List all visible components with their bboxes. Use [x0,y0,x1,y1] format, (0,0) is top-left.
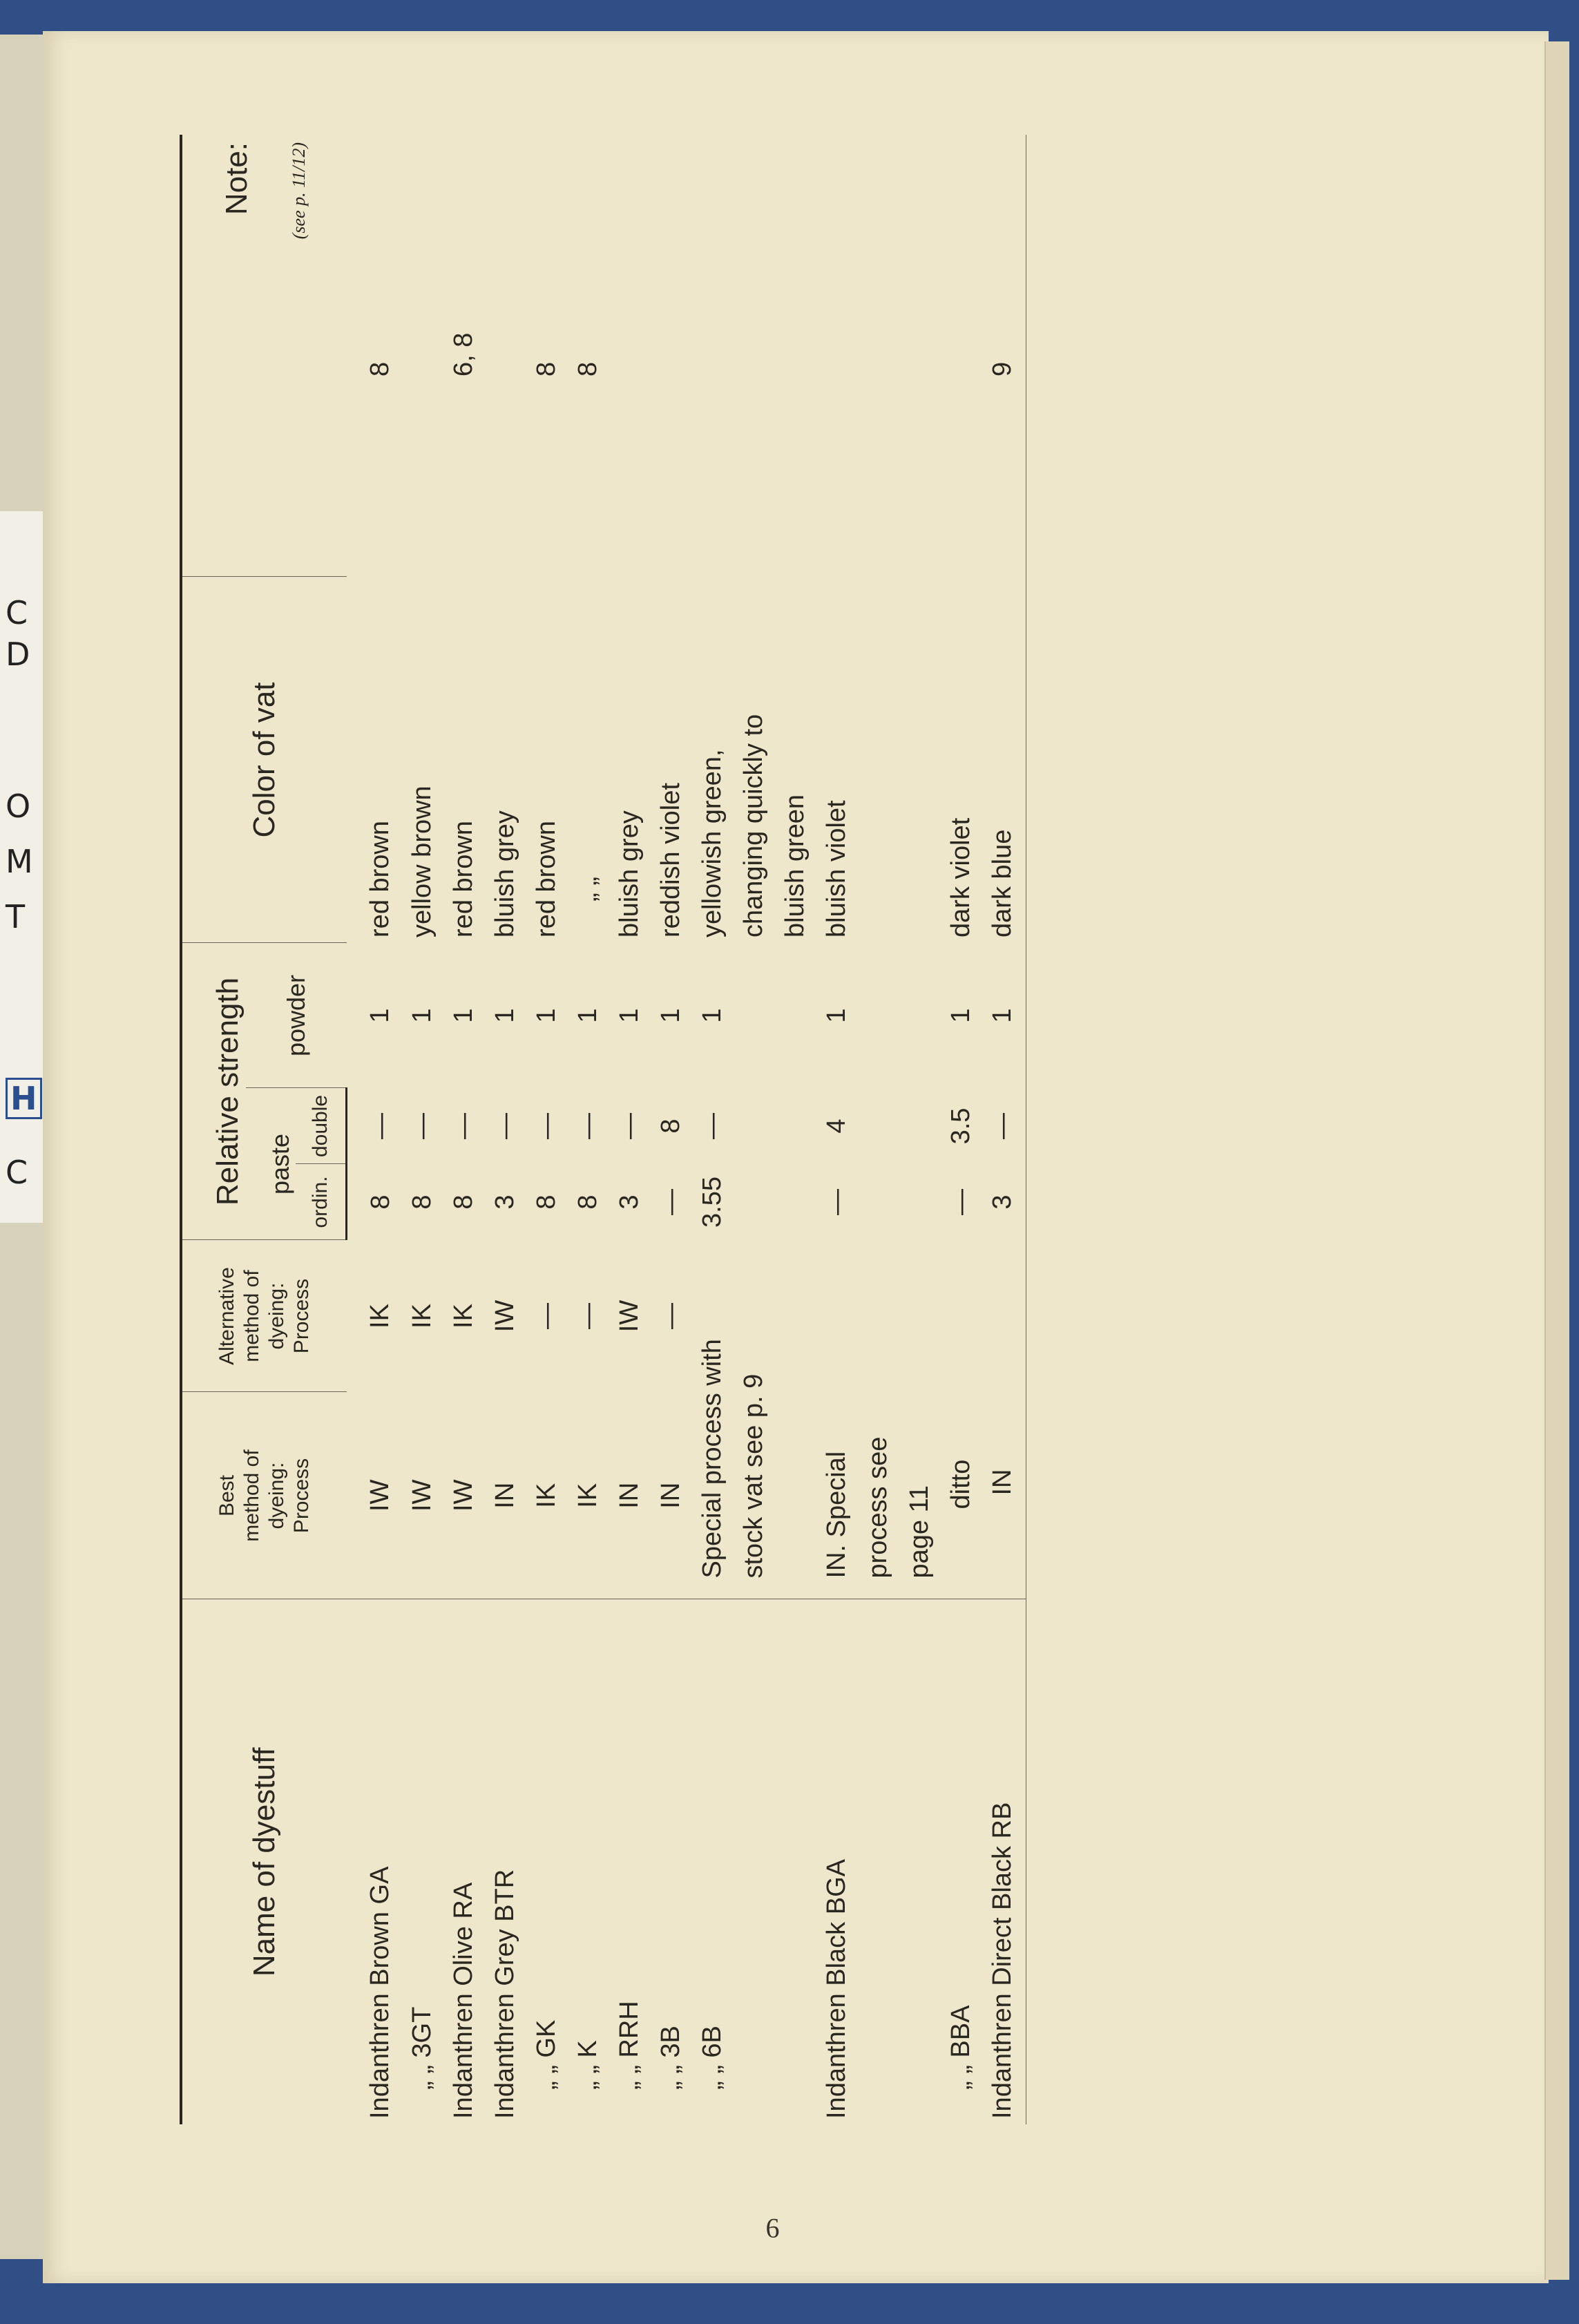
table-row [691,135,816,2124]
header-relative-strength: Relative strength [181,943,246,1240]
cell-name: Indanthren Black BGA [822,1859,851,2119]
cell-best: IN [982,1240,1026,1599]
cell-name: „ „ 6B [698,2026,727,2090]
cell-note [940,135,982,577]
cell-powder: 1 [615,1008,644,1023]
cell-ordin: 3 [982,1164,1026,1240]
cell-alt: — [573,1303,602,1329]
table-row [609,135,650,2124]
cell-color: bluish violet [822,800,851,937]
header-note: Note: (see p. 11/12) [181,135,347,577]
table-row [650,135,691,2124]
cell-double: — [366,1113,395,1139]
cell-color: bluish grey [490,810,519,937]
cell-best: IN. Special process see page 11 [816,1240,940,1599]
table-row [940,135,982,2124]
cell-ordin: 8 [449,1194,478,1210]
cell-powder: 1 [656,1008,685,1023]
cell-alt: — [532,1303,561,1329]
cell-best: Special process with stock vat see p. 9 [691,1240,816,1599]
spine-letter: T [6,898,26,935]
cell-color: dark blue [982,577,1026,943]
header-double: double [296,1088,347,1164]
cell-color: yellow brown [408,785,437,937]
header-ordin: ordin. [296,1164,347,1240]
cell-name: „ „ RRH [615,2001,644,2090]
cell-double: — [573,1113,602,1139]
adjacent-book-spine [0,35,48,2259]
table-row [443,135,484,2124]
cell-alt: IW [615,1299,644,1333]
cell-powder: 1 [408,1008,437,1023]
table-row [347,135,402,2124]
dyestuff-table [180,135,1026,2124]
cell-alt: IW [490,1299,519,1333]
cell-name: „ „ 3B [656,2026,685,2090]
table-row [401,135,443,2124]
cell-double: — [615,1113,644,1139]
cell-name: Indanthren Direct Black RB [982,1599,1026,2124]
cell-name: Indanthren Brown GA [365,1866,394,2119]
spine-letter: H [6,1078,42,1119]
cell-double: 8 [656,1118,685,1134]
cell-alt: IK [365,1304,394,1328]
cell-note [650,135,691,577]
header-color: Color of vat [181,577,347,943]
cell-ordin: 3.55 [698,1177,727,1228]
cell-color: red brown [365,820,394,937]
cell-note [484,135,526,577]
cell-best: ditto [940,1240,982,1599]
cell-double: — [449,1113,478,1139]
cell-best: IW [347,1392,402,1599]
cell-note: 9 [982,135,1026,577]
cell-name: „ „ 3GT [408,2006,437,2090]
cell-ordin: — [822,1189,851,1215]
spine-letter: M [6,843,33,880]
cell-double: — [982,1088,1026,1164]
cell-name: Indanthren Olive RA [449,1882,478,2119]
header-powder: powder [246,943,347,1088]
table-row [526,135,567,2124]
cell-double: — [490,1113,519,1139]
cell-note: 6, 8 [449,332,478,377]
cell-best: IK [526,1392,567,1599]
header-name: Name of dyestuff [181,1599,347,2124]
cell-ordin: 8 [573,1194,602,1210]
cell-powder: 1 [449,1008,478,1023]
cell-double: — [698,1113,727,1139]
cell-best: IN [650,1392,691,1599]
cell-ordin: — [656,1189,685,1215]
cell-powder: 1 [982,943,1026,1088]
cell-note: 8 [532,361,561,377]
cell-ordin: 3 [490,1194,519,1210]
table-row [982,135,1026,2124]
cell-ordin: 8 [532,1194,561,1210]
table-row [484,135,526,2124]
cell-name: „ „ GK [532,2019,561,2090]
cell-name: „ „ BBA [946,2005,975,2090]
spine-letter: O [6,788,31,825]
cell-alt: IK [449,1304,478,1328]
cell-color: dark violet [946,817,975,937]
cell-double: — [408,1113,437,1139]
page-number: 6 [765,2212,780,2244]
spine-letter: C [6,594,28,631]
cell-color: „ „ [573,877,602,902]
cell-best: IW [443,1392,484,1599]
cell-best: IK [567,1392,609,1599]
cell-powder: 1 [698,1008,727,1023]
cell-note [816,135,940,577]
cell-name: „ „ K [573,2040,602,2090]
cell-ordin: — [946,1189,975,1215]
cell-best: IW [401,1392,443,1599]
header-best: Best method of dyeing: Process [181,1392,347,1599]
table-body [347,135,1026,2124]
cell-alt: — [656,1303,685,1329]
table-row [816,135,940,2124]
cell-note [609,135,650,577]
spine-letter: C [6,1154,28,1191]
cell-powder: 1 [822,1008,851,1023]
cell-powder: 1 [573,1008,602,1023]
cell-name: Indanthren Grey BTR [490,1869,519,2119]
cell-powder: 1 [365,1008,394,1023]
cell-ordin: 8 [366,1194,395,1210]
cell-color: reddish violet [656,783,685,937]
table-row [567,135,609,2124]
cell-color: red brown [532,820,561,937]
cell-color: yellowish green, changing quickly to bluish green [698,714,810,937]
cell-double: 3.5 [946,1107,975,1145]
cell-alt: IK [408,1304,437,1328]
cell-ordin: 3 [615,1194,644,1210]
rotated-table-container [180,135,1029,2244]
spine-letter: D [6,636,30,673]
cell-note [401,135,443,577]
cell-powder: 1 [946,1008,975,1023]
cell-powder: 1 [490,1008,519,1023]
cell-double: 4 [822,1118,851,1134]
header-paste: paste [246,1088,296,1240]
cell-powder: 1 [532,1008,561,1023]
header-alternative: Alternative method of dyeing: Process [181,1240,347,1392]
page-edge [1544,41,1569,2280]
cell-best: IN [484,1392,526,1599]
cell-ordin: 8 [408,1194,437,1210]
cell-color: bluish grey [615,810,644,937]
cell-double: — [532,1113,561,1139]
cell-note: 8 [365,361,394,377]
cell-color: red brown [449,820,478,937]
cell-best: IN [609,1392,650,1599]
cell-note: 8 [573,361,602,377]
